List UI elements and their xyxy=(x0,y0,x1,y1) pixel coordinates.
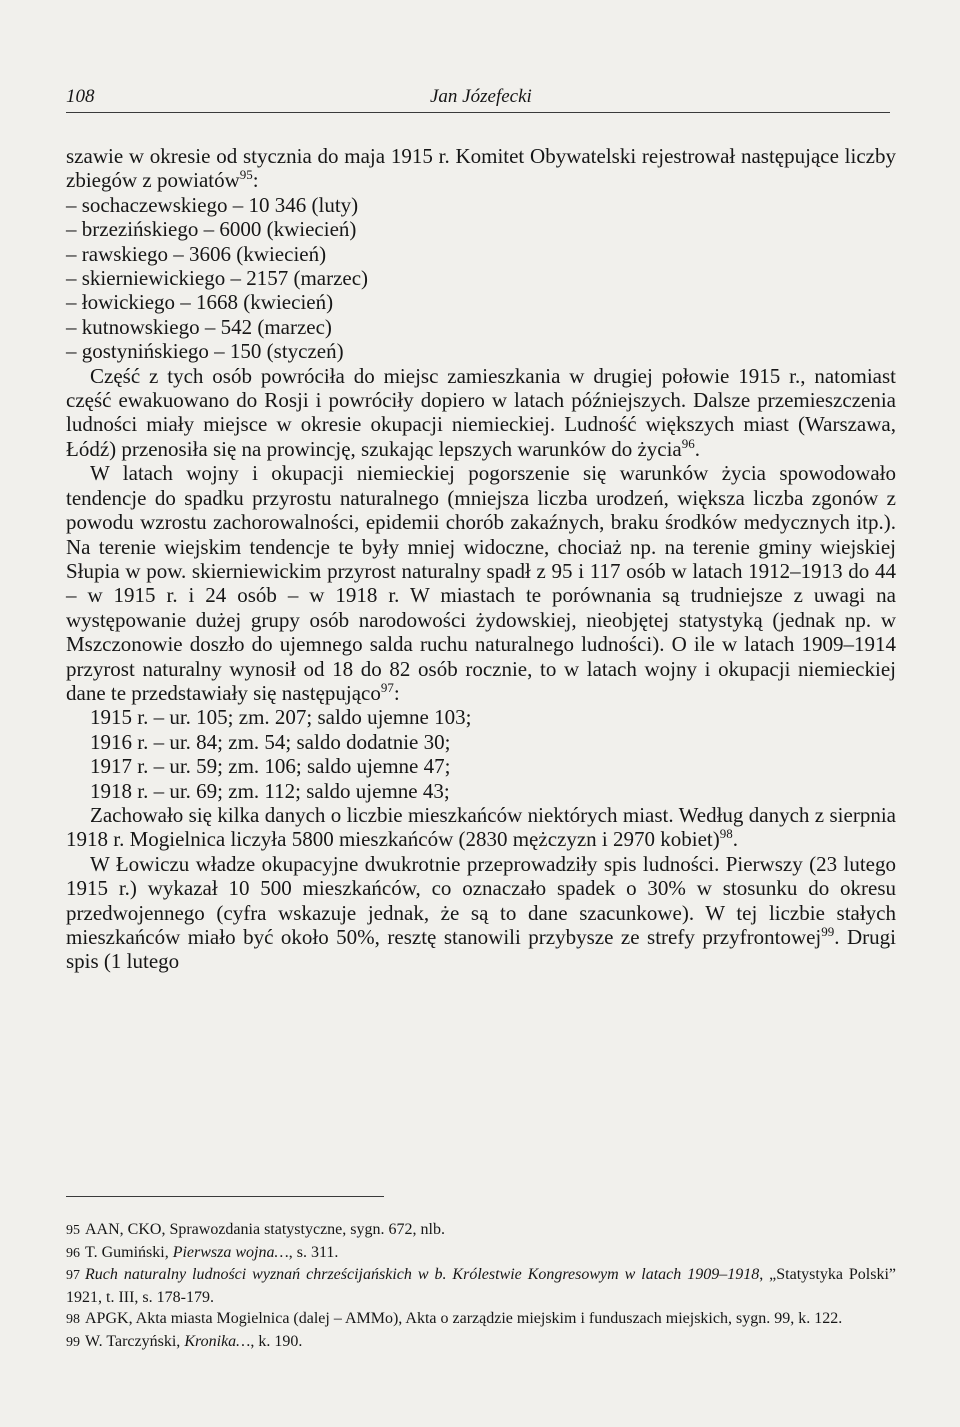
footnote-ref-99[interactable]: 99 xyxy=(821,924,835,939)
paragraph-4 xyxy=(66,803,896,852)
year-row-1916: 1916 r. – ur. 84; zm. 54; saldo dodatnie 30; xyxy=(90,729,451,754)
paragraph-3-text: W latach wojny i okupacji niemieckiej pogorszenie się warunków życia spowodowało tendencje do spadku przyrostu naturalnego (mniejsza liczba urodzeń, większa liczba zgonów z powodu wzrostu zachorowalności, epidemii chorób zakaźnych, braku środków medycznych itp.). Na terenie wiejskim tendencje te były mniej widoczne, chociaż np. na terenie gminy wiejskiej Słupia w pow. skierniewickim przyrost naturalny spadł z 95 i 117 osób w latach 1912–1913 do 44 – w 1915 r. i 24 osób – w 1918 r. W miastach te porównania są trudniejsze z uwagi na występowanie dużej grupy osób narodowości żydowskiej, nieobjętej statystyką (jednak np. w Mszczonowie doszło do ujemnego salda ruchu naturalnego ludności). O ile w latach 1909–1914 przyrost naturalny wynosił od 18 do 82 osób rocznie, to w latach wojny i okupacji niemieckiej dane te przedstawiały się następująco xyxy=(66,461,896,705)
list-item-lowicki: – łowickiego – 1668 (kwiecień) xyxy=(66,290,334,315)
footnote-divider xyxy=(66,1196,384,1197)
paragraph-5-text: W Łowiczu władze okupacyjne dwukrotnie przeprowadziły spis ludności. Pierwszy (23 lutego 1915 r.) wykazał 10 500 mieszkańców, co oznaczało spadek o 30% w stosunku do okresu przedwojennego (cyfra wskazuje jednak, że są to dane szacunkowe). W tej liczbie stałych mieszkańców miało być około 50%, resztę stanowili przybysze ze strefy przyfrontowej xyxy=(66,851,896,949)
footnote-ref-95[interactable]: 95 xyxy=(239,167,253,183)
footnote-98 xyxy=(66,1308,896,1331)
year-row-1918: 1918 r. – ur. 69; zm. 112; saldo ujemne 43; xyxy=(90,778,450,803)
list-item-rawski: – rawskiego – 3606 (kwiecień) xyxy=(66,241,327,266)
list-item-gostyninski: – gostynińskiego – 150 (styczeń) xyxy=(66,339,344,364)
footnote-number: 97 xyxy=(66,1268,80,1283)
page-number: 108 xyxy=(66,86,95,107)
list-item-sochaczewski: – sochaczewskiego – 10 346 (luty) xyxy=(66,192,359,217)
footnote-97 xyxy=(66,1264,896,1308)
footnote-title: Kronika… xyxy=(184,1332,251,1350)
footnote-ref-97[interactable]: 97 xyxy=(380,679,394,695)
paragraph-5 xyxy=(66,852,896,974)
year-row-1915: 1915 r. – ur. 105; zm. 207; saldo ujemne 103; xyxy=(90,705,472,730)
footnote-ref-98[interactable]: 98 xyxy=(719,826,733,842)
footnote-pages: , s. 311. xyxy=(288,1243,339,1261)
running-author: Jan Józefecki xyxy=(430,86,532,107)
list-item-brzezinski: – brzezińskiego – 6000 (kwiecień) xyxy=(66,217,357,242)
footnote-author: T. Gumiński, xyxy=(85,1243,173,1261)
footnote-99 xyxy=(66,1331,896,1354)
footnote-number: 98 xyxy=(66,1312,80,1327)
footnote-author: W. Tarczyński, xyxy=(85,1332,185,1350)
footnote-ref-96[interactable]: 96 xyxy=(681,435,695,451)
list-item-kutnowski: – kutnowskiego – 542 (marzec) xyxy=(66,314,332,339)
footnote-text: AAN, CKO, Sprawozdania statystyczne, sygn. 672, nlb. xyxy=(85,1221,445,1238)
list-item-skierniewicki: – skierniewickiego – 2157 (marzec) xyxy=(66,266,369,291)
footnote-text: APGK, Akta miasta Mogielnica (dalej – AMMo), Akta o zarządzie miejskim i funduszach miejskich, sygn. 99, k. 122. xyxy=(85,1310,843,1327)
paragraph-2-end: . xyxy=(694,436,701,461)
paragraph-1 xyxy=(66,144,896,193)
year-row-1917: 1917 r. – ur. 59; zm. 106; saldo ujemne 47; xyxy=(90,754,451,779)
paragraph-5-end: . Drugi spis (1 lutego xyxy=(66,925,897,974)
footnote-source: , „Statystyka Polski” 1921, t. III, s. 178-179. xyxy=(66,1266,896,1306)
paragraph-4-end: . xyxy=(732,827,738,852)
footnote-96 xyxy=(66,1242,896,1265)
footnote-title: Ruch naturalny ludności wyznań chrześcijańskich w b. Królestwie Kongresowym w latach 1909–1918 xyxy=(85,1266,760,1283)
paragraph-3 xyxy=(66,461,896,705)
paragraph-1-text: szawie w okresie od stycznia do maja 1915 r. Komitet Obywatelski rejestrował następujące liczby zbiegów z powiatów xyxy=(66,144,896,193)
footnote-number: 95 xyxy=(66,1223,80,1238)
footnote-95 xyxy=(66,1219,896,1242)
paragraph-2 xyxy=(66,364,896,462)
footnote-title: Pierwsza wojna… xyxy=(172,1243,289,1261)
paragraph-2-text: Część z tych osób powróciła do miejsc zamieszkania w drugiej połowie 1915 r., natomiast część ewakuowano do Rosji i powróciły dopiero w latach późniejszych. Dalsze przemieszczenia ludności miały miejsce w okresie okupacji niemieckiej. Ludność większych miast (Warszawa, Łódź) przenosiła się na prowincję, szukając lepszych warunków do życia xyxy=(66,363,896,461)
main-text xyxy=(66,144,896,974)
footnotes xyxy=(66,1219,896,1353)
running-header xyxy=(66,86,890,113)
paragraph-1-end: : xyxy=(252,168,259,193)
footnote-number: 99 xyxy=(66,1334,80,1350)
paragraph-4-text: Zachowało się kilka danych o liczbie mieszkańców niektórych miast. Według danych z sierpnia 1918 r. Mogielnica liczyła 5800 mieszkańców (2830 mężczyzn i 2970 kobiet) xyxy=(66,802,896,852)
paragraph-3-end: : xyxy=(393,680,400,705)
footnote-pages: , k. 190. xyxy=(250,1332,303,1350)
footnote-number: 96 xyxy=(66,1245,80,1261)
